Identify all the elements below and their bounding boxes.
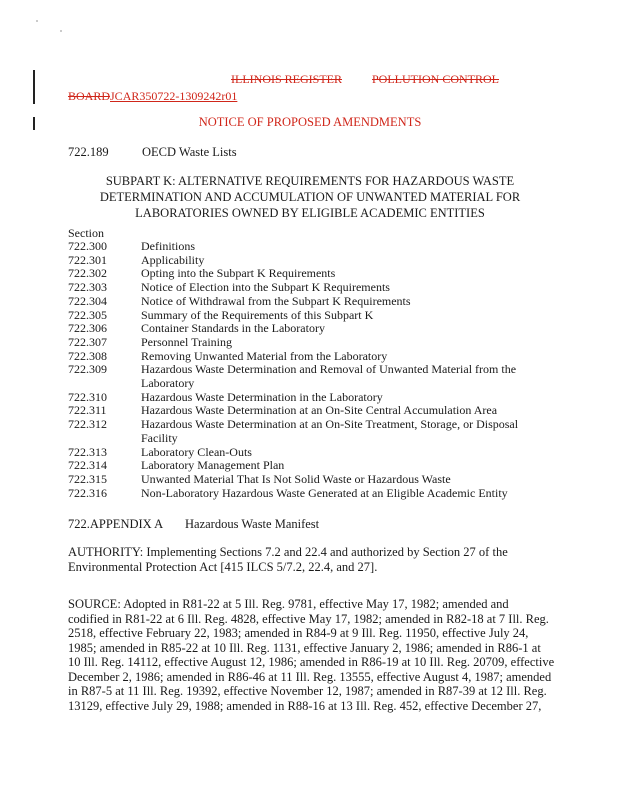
appendix-title: Hazardous Waste Manifest xyxy=(185,517,320,531)
section-row-title: Removing Unwanted Material from the Laboratory xyxy=(141,348,388,363)
appendix-number: 722.APPENDIX A xyxy=(68,517,164,531)
section-row-title-cont: Laboratory xyxy=(141,376,195,391)
subpart-line: LABORATORIES OWNED BY ELIGIBLE ACADEMIC ENTITIES xyxy=(135,206,485,220)
section-row-number: 722.306 xyxy=(68,321,107,336)
section-row-number: 722.316 xyxy=(68,485,107,500)
section-row xyxy=(68,446,538,460)
scan-speck xyxy=(36,20,38,22)
subpart-line: SUBPART K: ALTERNATIVE REQUIREMENTS FOR HAZARDOUS WASTE xyxy=(105,174,515,188)
section-row-title: Unwanted Material That Is Not Solid Waste or Hazardous Waste xyxy=(141,471,451,486)
authority-line: AUTHORITY: Implementing Sections 7.2 and 22.4 and authorized by Section 27 of the xyxy=(68,545,508,559)
section-row-title: Non-Laboratory Hazardous Waste Generated at an Eligible Academic Entity xyxy=(141,485,508,500)
section-row-number: 722.302 xyxy=(68,266,107,281)
header-line-2 xyxy=(68,89,237,104)
section-row-number: 722.312 xyxy=(68,417,107,432)
doc-id: JCAR350722-1309242r01 xyxy=(110,89,238,103)
section-row-number: 722.305 xyxy=(68,307,107,322)
section-row-title: Notice of Election into the Subpart K Requirements xyxy=(141,280,390,295)
section-title: OECD Waste Lists xyxy=(142,145,237,159)
board-title: POLLUTION CONTROL xyxy=(372,72,499,86)
section-row-title: Summary of the Requirements of this Subpart K xyxy=(141,307,374,322)
section-number: 722.189 xyxy=(68,145,109,159)
section-row-continuation xyxy=(68,432,538,446)
register-title: ILLINOIS REGISTER xyxy=(231,72,342,86)
section-row-number: 722.309 xyxy=(68,362,107,377)
section-row-number: 722.308 xyxy=(68,348,107,363)
section-row-title: Hazardous Waste Determination at an On-Site Treatment, Storage, or Disposal xyxy=(141,417,519,432)
section-row xyxy=(68,322,538,336)
section-row xyxy=(68,267,538,281)
authority-line: Environmental Protection Act [415 ILCS 5/7.2, 22.4, and 27]. xyxy=(68,559,378,574)
section-row xyxy=(68,391,538,405)
source-line: 13129, effective July 29, 1988; amended in R88-16 at 13 Ill. Reg. 452, effective December 27, xyxy=(68,698,542,713)
section-list xyxy=(68,226,538,500)
section-row-title: Personnel Training xyxy=(141,334,233,349)
subpart-line: DETERMINATION AND ACCUMULATION OF UNWANTED MATERIAL FOR xyxy=(99,190,521,204)
section-row-title: Container Standards in the Laboratory xyxy=(141,321,325,336)
section-row xyxy=(68,418,538,432)
source-line: December 2, 1986; amended in R86-46 at 11 Ill. Reg. 13555, effective August 4, 1987; amended xyxy=(68,669,552,684)
section-row-number: 722.301 xyxy=(68,252,107,267)
section-row xyxy=(68,404,538,418)
section-row-number: 722.304 xyxy=(68,293,107,308)
section-row-title: Applicability xyxy=(141,252,205,267)
change-bar xyxy=(33,70,35,104)
section-row xyxy=(68,459,538,473)
section-row-number: 722.313 xyxy=(68,444,107,459)
scan-speck xyxy=(60,30,62,32)
section-row-title: Definitions xyxy=(141,239,195,253)
section-row-title: Laboratory Management Plan xyxy=(141,458,285,473)
section-row-number: 722.310 xyxy=(68,389,107,404)
section-row xyxy=(68,309,538,323)
notice-heading: NOTICE OF PROPOSED AMENDMENTS xyxy=(198,115,422,129)
section-row-number: 722.300 xyxy=(68,239,107,253)
source-line: 1985; amended in R85-22 at 10 Ill. Reg. 1131, effective January 2, 1986; amended in R86-1 at xyxy=(68,640,541,655)
section-row xyxy=(68,487,538,501)
source-line: codified in R81-22 at 6 Ill. Reg. 4828, effective May 17, 1982; amended in R82-18 at 7 Ill. Reg. xyxy=(68,611,549,626)
source-line: in R87-5 at 11 Ill. Reg. 19392, effective November 12, 1987; amended in R87-39 at 12 Ill. Reg. xyxy=(68,684,547,698)
section-row xyxy=(68,295,538,309)
source-paragraph xyxy=(68,597,555,713)
appendix-line xyxy=(68,517,319,532)
section-row-continuation xyxy=(68,377,538,391)
section-row-number: 722.307 xyxy=(68,334,107,349)
section-line xyxy=(68,145,237,160)
section-row-title: Hazardous Waste Determination in the Laboratory xyxy=(141,389,383,404)
section-row-number: 722.311 xyxy=(68,403,107,418)
section-row xyxy=(68,363,538,377)
source-line: 10 Ill. Reg. 14112, effective August 12, 1986; amended in R86-19 at 10 Ill. Reg. 20709, effective xyxy=(68,655,555,669)
section-row-title: Hazardous Waste Determination at an On-Site Central Accumulation Area xyxy=(141,403,498,418)
section-row-number: 722.314 xyxy=(68,458,107,473)
authority-paragraph xyxy=(68,545,552,574)
source-line: SOURCE: Adopted in R81-22 at 5 Ill. Reg. 9781, effective May 17, 1982; amended and xyxy=(68,597,509,611)
section-row-title: Opting into the Subpart K Requirements xyxy=(141,266,336,281)
section-row-title: Notice of Withdrawal from the Subpart K Requirements xyxy=(141,293,411,308)
section-row xyxy=(68,281,538,295)
section-row-number: 722.315 xyxy=(68,471,107,486)
source-line: 2518, effective February 22, 1983; amended in R84-9 at 9 Ill. Reg. 11950, effective July 24, xyxy=(68,626,529,640)
subpart-heading xyxy=(90,173,530,221)
section-row xyxy=(68,336,538,350)
board-word: BOARD xyxy=(68,89,111,103)
section-row xyxy=(68,473,538,487)
section-list-heading: Section xyxy=(68,226,104,240)
section-row-number: 722.303 xyxy=(68,280,107,295)
section-row xyxy=(68,240,538,254)
section-row xyxy=(68,350,538,364)
section-row-title: Laboratory Clean-Outs xyxy=(141,444,252,459)
section-row-title: Hazardous Waste Determination and Removal of Unwanted Material from the xyxy=(141,362,517,377)
section-row-title-cont: Facility xyxy=(141,430,178,445)
section-row xyxy=(68,254,538,268)
